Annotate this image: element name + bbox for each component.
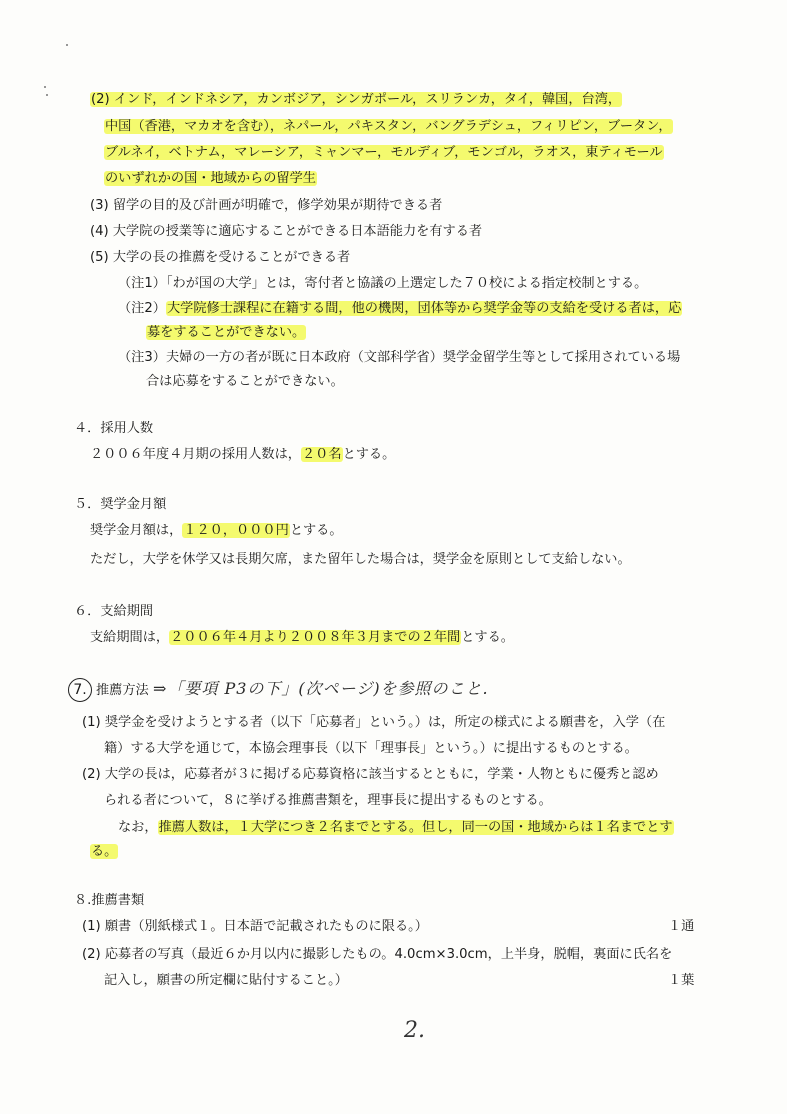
sec8-item2-line1: (2) 応募者の写真（最近６か月以内に撮影したもの。4.0cm×3.0cm，上半身，脱帽，裏面に氏名を [82, 947, 673, 962]
sec5-heading: ５．奨学金月額 [74, 497, 167, 512]
sec7-item1-line1: (1) 奨学金を受けようとする者（以下「応募者」という。）は，所定の様式による願書を，入学（在 [82, 715, 666, 730]
sec3-note2-line1: （注2）大学院修士課程に在籍する間，他の機関，団体等から奨学金等の支給を受ける者は，応 [118, 301, 682, 316]
sec3-item2-line3: ブルネイ，ベトナム，マレーシア，ミャンマー，モルディブ，モンゴル，ラオス，東ティモール [105, 145, 663, 160]
section-number-circle: 7. [68, 678, 92, 702]
sec8-item2-qty: １葉 [668, 973, 695, 988]
sec6-body: 支給期間は，２００６年４月より２００８年３月までの２年間とする。 [90, 630, 514, 645]
sec7-item2-line2: られる者について，８に挙げる推薦書類を，理事長に提出するものとする。 [104, 793, 552, 808]
sec7-heading-row [68, 676, 489, 704]
sec3-item2-line2: 中国（香港，マカオを含む），ネパール，パキスタン，バングラデシュ，フィリピン，ブータン， [105, 119, 672, 134]
sec7-item2-line1: (2) 大学の長は，応募者が３に掲げる応募資格に該当するとともに，学業・人物ともに優秀と認め [82, 767, 659, 782]
sec3-note2-line2: 募をすることができない。 [147, 325, 306, 340]
sec8-item2-line2: 記入し，願書の所定欄に貼付すること。） [104, 973, 348, 988]
sec8-heading: ８.推薦書類 [74, 893, 145, 908]
handwritten-note: ⇒「要項 P3の下」(次ページ)を参照のこと. [152, 679, 489, 698]
sec3-item2-line4: のいずれかの国・地域からの留学生 [105, 171, 316, 186]
sec8-item1: (1) 願書（別紙様式１。日本語で記載されたものに限る。） [82, 919, 428, 934]
sec8-item1-qty: １通 [668, 919, 695, 934]
sec3-item5: (5) 大学の長の推薦を受けることができる者 [90, 250, 351, 265]
sec7-item2-line3: なお，推薦人数は，１大学につき２名までとする。但し，同一の国・地域からは１名までとす [118, 820, 673, 835]
sec6-heading: ６．支給期間 [74, 604, 154, 619]
scan-speck [66, 44, 68, 46]
scan-speck [46, 94, 48, 96]
sec5-body2: ただし，大学を休学又は長期欠席，また留年した場合は，奨学金を原則として支給しない。 [90, 552, 631, 567]
sec7-item2-line4: る。 [91, 844, 118, 859]
sec3-item4: (4) 大学院の授業等に適応することができる日本語能力を有する者 [90, 224, 483, 239]
sec7-item1-line2: 籍）する大学を通じて，本協会理事長（以下「理事長」という。）に提出するものとする。 [104, 741, 638, 756]
sec4-body: ２００６年度４月期の採用人数は，２０名とする。 [90, 447, 396, 462]
sec3-note1: （注1）「わが国の大学」とは，寄付者と協議の上選定した７０校による指定校制とする。 [118, 276, 648, 291]
sec3-item2-line1: (2) インド，インドネシア，カンボジア，シンガポール，スリランカ，タイ，韓国，台湾， [91, 92, 622, 107]
page-number: 2. [404, 1018, 425, 1043]
scan-speck [44, 86, 46, 88]
sec4-heading: ４．採用人数 [74, 421, 154, 436]
sec3-note3-line1: （注3）夫婦の一方の者が既に日本政府（文部科学省）奨学金留学生等として採用されている場 [118, 350, 681, 365]
sec3-item3: (3) 留学の目的及び計画が明確で，修学効果が期待できる者 [90, 198, 443, 213]
sec5-body: 奨学金月額は，１２０，０００円とする。 [90, 523, 343, 538]
sec3-note3-line2: 合は応募をすることができない。 [146, 374, 344, 389]
sec7-heading: 推薦方法 [96, 683, 149, 698]
